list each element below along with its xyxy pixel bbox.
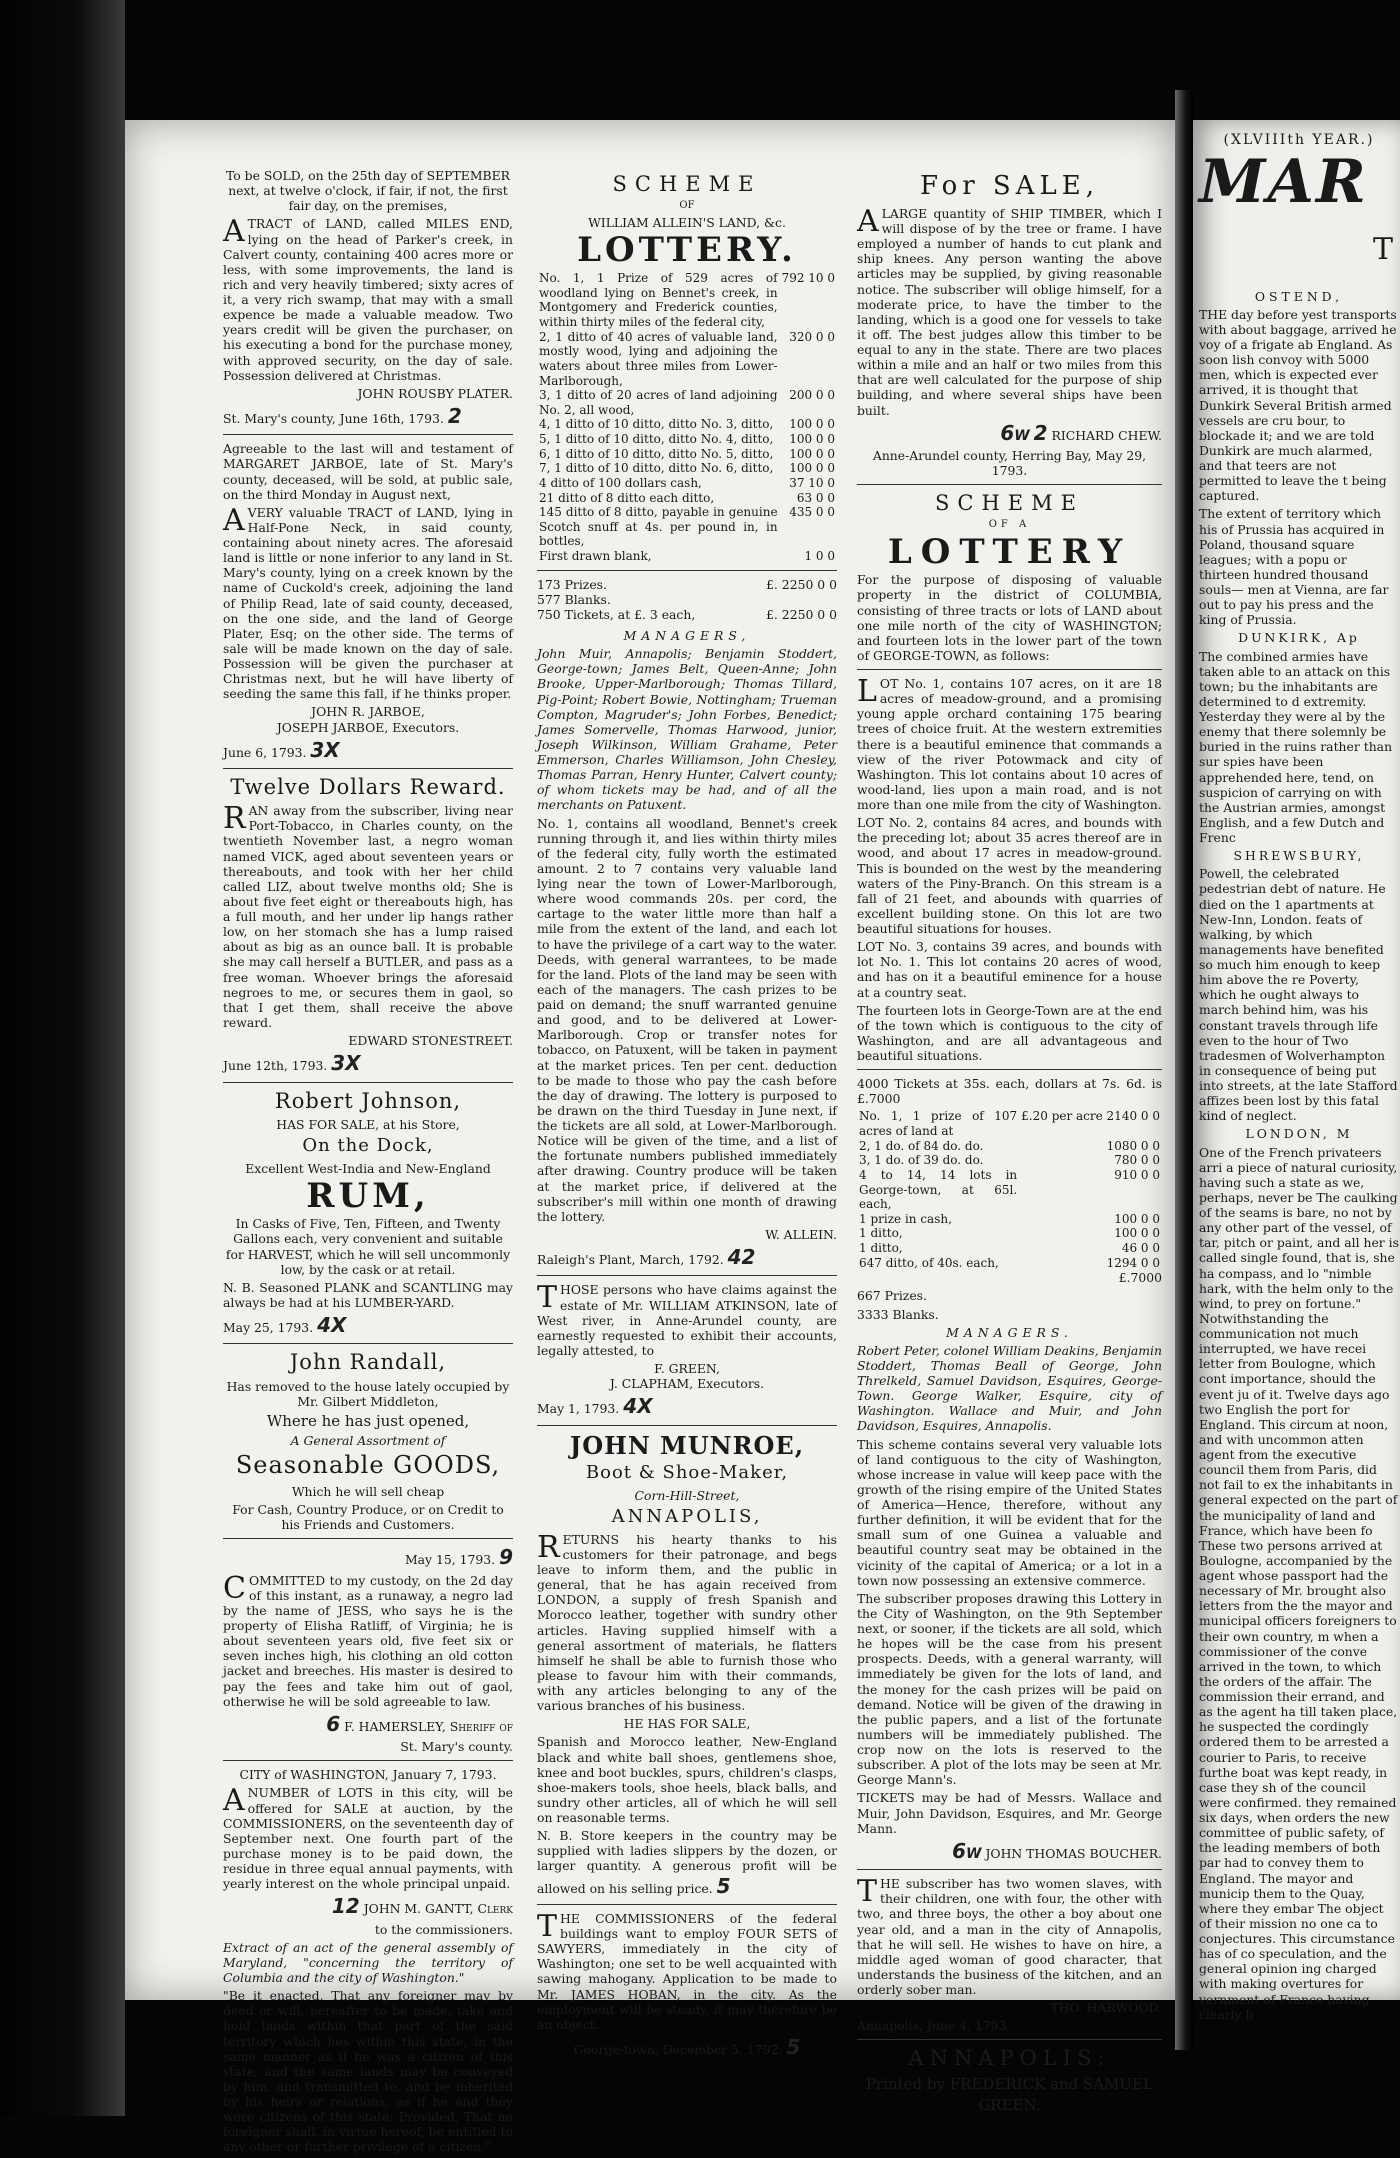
managers-list: Robert Peter, colonel William Deakins, Benjamin Stoddert, Thomas Beall of George, John Threlkeld, Samuel Davidson, Esquires, George-Town. George Walker, Esquire, city of Washington. Wallace and Muir, and John Davidson, Esquires, Annapolis.	[857, 1342, 1162, 1434]
prize-amount: 100 0 0	[1114, 1226, 1160, 1241]
managers-heading: MANAGERS,	[623, 628, 751, 644]
ad-signer: EDWARD STONESTREET.	[348, 1033, 513, 1049]
ad-committed	[223, 1545, 513, 1754]
ad-intro: To be SOLD, on the 25th day of SEPTEMBER next, at twelve o'clock, if fair, if not, the first fair day, on the premises,	[225, 168, 510, 214]
lot-description: LOT No. 1, contains 107 acres, on it are 18 acres of meadow-ground, and a promising young apple orchard containing 175 bearing trees of choice fruit. At the western extremities there is a beautiful eminence that commands a view of the river Potowmack and city of Washington. This lot contains about 10 acres of wood-land, lies upon a main road, and is not more than one mile from the city of Washington.	[857, 674, 1162, 813]
dateline: DUNKIRK, Ap	[1238, 630, 1360, 646]
ad-extract: Extract of an act of the general assembly of Maryland, "concerning the territory of Columbia and the city of Washington."	[223, 1939, 513, 1986]
ad-body: In Casks of Five, Ten, Fifteen, and Twenty Gallons each, very convenient and suitable for HARVEST, which he will sell uncommonly low, by the cask or at retail.	[225, 1216, 511, 1277]
prize-row	[857, 1139, 1162, 1154]
ad-enacted: "Be it enacted, That any foreigner may by deed or will, hereafter to be made, take and hold lands within that part of the said territory which lies within this state, in the same manner as if he was a citizen of this state; and the same lands may be conveyed by him, and transmitted to, and be inherited by his heirs or relations, as if he and they were citizens of this state: Provided, That no foreigner shall, in virtue hereof, be entitled to any other or further privilege of a citizen."	[223, 1988, 513, 2155]
scheme-of: OF A	[988, 519, 1031, 531]
column-2	[537, 168, 837, 2062]
prize-amount: 200 0 0	[789, 388, 835, 403]
ad-line: Which he will sell cheap	[291, 1483, 445, 1499]
prize-desc: 1 ditto,	[859, 1241, 903, 1256]
article: Powell, the celebrated pedestrian debt of nature. He died on the 1 apartments at New-Inn, London. feats of walking, by which managements have benefited so much him enough to keep him above the re Poverty, which he ought always to march behind him, was his constant travels through life even to the hour of Two tradesmen of Wolverhampton in consequence of being put into streets, at the late Stafford affizes been lost by this fatal kind of neglect.	[1199, 866, 1398, 1124]
handwritten-mark: 12	[331, 1894, 360, 1919]
lot-description: LOT No. 3, contains 39 acres, and bounds with lot No. 1. This lot contains 20 acres of wood, and has on it a beautiful eminence for a house at a country seat.	[857, 939, 1162, 1000]
ad-line: Where he has just opened,	[266, 1411, 470, 1430]
prize-amount: 1294 0 0	[1106, 1255, 1160, 1270]
prize-desc: 21 ditto of 8 ditto each ditto,	[539, 490, 715, 505]
ad-line: Excellent West-India and New-England	[245, 1160, 491, 1176]
ad-product: Seasonable GOODS,	[235, 1451, 501, 1480]
prize-total: £.7000	[1118, 1270, 1162, 1286]
ad-body: AVERY valuable TRACT of LAND, lying in Half-Pone Neck, in said county, containing about ninety acres. The aforesaid land is little or none inferior to any land in St. Mary's county, lying on a creek known by the name of Cuckold's creek, adjoining the land of Philip Read, late of said county, deceased, on the one side, and the land of George Plater, Esq; on the other side. The terms of sale will be made known on the day of sale. Possession will be given the purchaser at Christmas next, but he will have liberty of seeding the same this fall, if he thinks proper.	[223, 502, 513, 702]
prize-row	[537, 330, 837, 389]
total-row: 750 Tickets, at £. 3 each, £. 2250 0 0	[537, 606, 837, 622]
handwritten-mark: 9	[499, 1545, 513, 1570]
prize-desc: 2, 1 do. of 84 do. do.	[859, 1138, 984, 1153]
divider	[857, 669, 1162, 670]
ad-line: HAS FOR SALE, at his Store,	[276, 1116, 460, 1132]
managers-list: John Muir, Annapolis; Benjamin Stoddert, George-town; James Belt, Queen-Anne; John Brooke, Upper-Marlborough; Thomas Tillard, Pig-Point; Robert Bowie, Nottingham; Trueman Compton, Magruder's; John Forbes, Benedict; James Somervelle, Thomas Harwood, junior, Joseph Wilkinson, William Grahame, Peter Emmerson, Charles Williamson, John Chesley, Thomas Parran, Henry Hunter, Calvert county; of whom tickets may be had, and of all the merchants on Patuxent.	[537, 646, 837, 813]
prize-desc: 7, 1 ditto of 10 ditto, ditto No. 6, ditto,	[539, 461, 774, 476]
lottery-body: No. 1, contains all woodland, Bennet's creek running through it, and lies within thirty miles of the federal city, fully worth the estimated amount. 2 to 7 contains very valuable land lying near the town of Lower-Marlborough, where wood commands 20s. per cord, the cartage to the water little more than half a mile from the extent of the land, and each lot to have the privilege of a cart way to the water. Deeds, with general warrantees, to be made for the land. Plots of the land may be seen with each of the managers. The cash prizes to be paid on demand; the snuff warranted genuine and good, and to be delivered at Lower-Marlborough. Crop or transfer notes for tobacco, on Patuxent, will be taken in payment at the market prices. Ten per cent. deduction to be made to those who pay the cash before the day of drawing. The lottery is purposed to be drawn on the third Tuesday in June next, if the tickets are all sold, at Lower-Marlborough. Notice will be given of the time, and a list of the fortunate numbers published immediately after drawing. Country produce will be taken at the market price, if delivered at the subscriber's mill within one month of drawing the lottery.	[537, 815, 837, 1224]
next-page-partial	[1193, 120, 1400, 2022]
ad-signer: THO. HARWOOD.	[1050, 2000, 1162, 2016]
ad-miles-end	[223, 168, 513, 428]
book-gutter	[0, 0, 125, 2116]
total-row: 3333 Blanks.	[857, 1306, 939, 1322]
handwritten-mark: 3X	[310, 737, 340, 762]
prize-amount: 63 0 0	[796, 490, 835, 505]
ad-note: N. B. Seasoned PLANK and SCANTLING may always be had at his LUMBER-YARD.	[223, 1279, 513, 1310]
ad-date: June 12th, 1793. 3X	[223, 1051, 361, 1076]
dateline: OSTEND,	[1254, 288, 1344, 304]
scheme-of: OF	[679, 200, 695, 212]
prize-amount: 37 10 0	[789, 475, 835, 490]
handwritten-mark: 42	[727, 1245, 756, 1270]
handwritten-mark: 6	[326, 1711, 341, 1736]
handwritten-mark: 6w	[952, 1838, 982, 1863]
divider	[857, 2039, 1162, 2040]
ad-sawyers: THE COMMISSIONERS of the federal buildings want to employ FOUR SETS of SAWYERS, immediately in the city of Washington; one set to be well acquainted with sawing mahogany. Application to be made to Mr. JAMES HOBAN, in the city. As the employment will be steady, it may therefore be an object.	[537, 1908, 837, 2032]
imprint-printer: Printed by FREDERICK and SAMUEL	[865, 2074, 1154, 2093]
ad-signer: 6 F. HAMERSLEY, Sheriff of	[326, 1711, 513, 1736]
prize-amount: 100 0 0	[789, 417, 835, 432]
prize-desc: No. 1, 1 prize of 107 acres of land at	[859, 1109, 1018, 1139]
prize-row	[857, 1241, 1162, 1256]
ad-signer: F. GREEN, J. CLAPHAM, Executors.	[609, 1361, 765, 1392]
munroe-trade: Boot & Shoe-Maker,	[585, 1462, 789, 1484]
ad-harwood: THE subscriber has two women slaves, with their children, one with four, the other with two, and three boys, the other a boy about one year old, and a man in the city of Annapolis, that he will sell. He wishes to have on hire, a middle aged woman of good character, that understands the business of the kitchen, and an orderly sober man.	[857, 1874, 1162, 1998]
prize-desc: 3, 1 do. of 39 do. do.	[859, 1153, 984, 1168]
prize-desc: 4, 1 ditto of 10 ditto, ditto No. 3, ditto,	[539, 417, 774, 432]
divider	[857, 1069, 1162, 1070]
ad-reward	[223, 775, 513, 1076]
scheme-subtitle: WILLIAM ALLEIN'S LAND, &c.	[588, 215, 786, 231]
imprint-city: ANNAPOLIS:	[908, 2046, 1111, 2071]
prize-amount: 320 0 0	[789, 329, 835, 344]
divider	[223, 1760, 513, 1761]
ad-body: ANUMBER of LOTS in this city, will be offered for SALE at auction, by the COMMISSIONERS, on the seventeenth day of September next. One fourth part of the purchase money is to be paid down, the residue in three equal annual payments, with yearly interest on the whole principal unpaid.	[223, 1783, 513, 1892]
next-page-column	[1199, 120, 1399, 2025]
ad-product: RUM,	[306, 1175, 430, 1216]
ad-signer: 12 JOHN M. GANTT, Clerk	[331, 1894, 513, 1919]
ad-body: ATRACT of LAND, called MILES END, lying on the head of Parker's creek, in Calvert county, containing 400 acres more or less, with some improvements, the land is rich and very heavily timbered; sixty acres of it, a very rich swamp, that may with a small expence be made a valuable meadow. Two years credit will be given the purchaser, on his executing a bond for the purchase money, with approved security, on the day of sale. Possession delivered at Christmas.	[223, 214, 513, 383]
ad-date: St. Mary's county, June 16th, 1793. 2	[223, 403, 462, 428]
prize-row	[857, 1168, 1162, 1212]
prize-amount: 1080 0 0	[1106, 1138, 1160, 1153]
munroe-city: ANNAPOLIS,	[611, 1506, 763, 1528]
munroe-body: RETURNS his hearty thanks to his customers for their patronage, and begs leave to inform them, and the public in general, that he has again received from LONDON, a supply of fresh Spanish and Morocco leather, together with sundry other articles. Having supplied himself with a general assortment of materials, he flatters himself he shall be able to furnish those who please to favour him with their commands, with any articles belonging to any of the various branches of his business.	[537, 1529, 837, 1714]
prize-row	[537, 505, 837, 549]
ad-signer: JOHN ROUSBY PLATER.	[357, 385, 513, 401]
prize-amount: 100 0 0	[789, 446, 835, 461]
prize-desc: 145 ditto of 8 ditto, payable in genuine Scotch snuff at 4s. per pound in, in bottles,	[539, 505, 778, 549]
munroe-nb: N. B. Store keepers in the country may be supplied with ladies slippers by the dozen, or larger quantity. A generous profit will be allowed on his selling price. 5	[537, 1828, 837, 1898]
divider	[537, 570, 837, 571]
handwritten-mark: 4X	[317, 1313, 347, 1338]
divider	[223, 434, 513, 435]
divider	[223, 768, 513, 769]
ad-line: A General Assortment of	[290, 1433, 446, 1449]
lot-description: LOT No. 2, contains 84 acres, and bounds with the preceding lot; about 35 acres thereof are in wood, and about 17 acres in meadow-ground. This is bounded on the west by the meandering waters of the Piny-Branch. On this stream is a fall of 21 feet, and abounds with quarries of excellent building stone. On this lot are two beautiful situations for houses.	[857, 815, 1162, 937]
prize-desc: 1 ditto,	[859, 1226, 903, 1241]
prize-row	[537, 549, 837, 564]
ad-county: St. Mary's county.	[400, 1739, 513, 1755]
prize-row	[537, 491, 837, 506]
ticket-line: 4000 Tickets at 35s. each, dollars at 7s. 6d. is £.7000	[857, 1076, 1162, 1107]
ad-name: John Randall,	[289, 1350, 447, 1375]
prize-desc: 1 prize in cash,	[859, 1211, 952, 1226]
ad-randall	[223, 1350, 513, 1532]
prize-row	[537, 432, 837, 447]
lottery-heading: LOTTERY.	[577, 230, 797, 271]
scheme-text: The subscriber proposes drawing this Lottery in the City of Washington, on the 9th September next, or sooner, if the tickets are all sold, which he hopes will be the case from his present prospects. Deeds, with a general warranty, will immediately be given for the lots of land, and the money for the cash prizes will be paid on demand. Notice will be given of the drawing in the public papers, and a list of the fortunate numbers will be immediately published. The crop now on the lots is reserved to the subscriber. A plot of the lots may be seen at Mr. George Mann's.	[857, 1590, 1162, 1788]
article: One of the French privateers arri a piece of natural curiosity, having such a state as we, perhaps, never be The caulking of the seams is bare, no not by any other part of the vessel, of tar, pitch or paint, and all her is called single found, that is, she ha compass, and lo "nimble hark, with the helm only to the wind, to prey on fortune." Notwithstanding the communication not much interrupted, we have recei letter from Boulogne, which cont importance, should the event ju of it. Twelve days ago two English the port for England. This circum at noon, and with uncommon atten agent from the executive council them from Paris, did not fail to ex the inhabitants in general expected on the part of the municipality of land and France, which have been fo These two persons arrived at Boulogne, accompanied by the agent whose passport had the necessary of Mr. brought also letters from the the mayor and municipal officers foreigners to their own country, m when a commissioner of the conve arrived in the town, to which the orders of the affair. The commission their errand, and as the agent ha till taken place, he suspected the cordingly ordered them to be arrested a courier to Paris, to receive furthe boat was kept ready, in case they sh of the council were confirmed. they remained six days, when orders the new committee of public safety, of the leading members of both par had to convey them to England. The mayor and municip them to the Quay, where they embar The object of their mission no one ca to conjectures. This circumstance has of co speculation, and the general opinion ing charged with making overtures for vernment of France having clearly b	[1199, 1144, 1399, 2022]
prize-row	[857, 1226, 1162, 1241]
masthead: MAR	[1199, 147, 1368, 218]
divider	[223, 1343, 513, 1344]
handwritten-mark: 4X	[623, 1394, 653, 1419]
ad-line: Has removed to the house lately occupied by Mr. Gilbert Middleton,	[226, 1378, 510, 1409]
prize-amount: 780 0 0	[1114, 1153, 1160, 1168]
prize-amount: 46 0 0	[1121, 1241, 1160, 1256]
ad-signer: 6w JOHN THOMAS BOUCHER.	[952, 1838, 1162, 1863]
prize-row	[857, 1212, 1162, 1227]
prize-amount: 792 10 0	[781, 271, 835, 286]
prize-desc: 2, 1 ditto of 40 acres of valuable land, mostly wood, lying and adjoining the waters about three miles from Lower-Marlborough,	[539, 329, 778, 388]
prize-table	[857, 1109, 1162, 1270]
ad-signer-role: to the commissioners.	[374, 1921, 513, 1937]
ad-date: Annapolis, June 4, 1793.	[857, 2018, 1011, 2034]
ad-line: On the Dock,	[302, 1134, 434, 1156]
total-row: 577 Blanks.	[537, 591, 611, 607]
ad-name: Robert Johnson,	[274, 1088, 462, 1113]
divider	[857, 1869, 1162, 1870]
prize-row	[537, 417, 837, 432]
lot-description: The fourteen lots in George-Town are at the end of the town which is contiguous to the city of Washington, and are all advantageous and beautiful situations.	[857, 1002, 1162, 1064]
column-3	[857, 168, 1162, 2117]
lottery-heading: LOTTERY	[887, 531, 1132, 572]
ad-date: May 15, 1793. 9	[404, 1545, 513, 1570]
prize-amount: 100 0 0	[789, 461, 835, 476]
prize-row	[537, 447, 837, 462]
handwritten-mark: 5	[786, 2034, 801, 2059]
ad-date: George-town, December 5, 1792. 5	[573, 2034, 801, 2059]
ad-atkinson: THOSE persons who have claims against the estate of Mr. WILLIAM ATKINSON, late of West river, in Anne-Arundel county, are earnestly requested to exhibit their accounts, legally attested, to	[537, 1280, 837, 1358]
divider	[537, 1904, 837, 1905]
prize-amount: 910 0 0	[1114, 1167, 1160, 1182]
prize-row	[857, 1256, 1162, 1271]
handwritten-mark: 2	[1033, 420, 1048, 445]
prize-row	[537, 388, 837, 417]
prize-amount: 1 0 0	[804, 549, 835, 564]
ad-date: June 6, 1793. 3X	[223, 737, 340, 762]
divider	[223, 1538, 513, 1539]
handwritten-mark: 5	[716, 1873, 731, 1898]
divider	[537, 1425, 837, 1426]
prize-desc: 4 to 14, 14 lots in George-town, at 65l. each,	[859, 1167, 1018, 1212]
total-row: 173 Prizes. £. 2250 0 0	[537, 576, 837, 592]
book-spine	[1175, 90, 1193, 2050]
prize-amount: 100 0 0	[1114, 1211, 1160, 1226]
divider	[537, 1275, 837, 1276]
prize-row	[857, 1109, 1162, 1138]
dateline: LONDON, M	[1245, 1126, 1353, 1142]
year-line: (XLVIIIth YEAR.)	[1223, 132, 1375, 148]
prize-desc: No. 1, 1 Prize of 529 acres of woodland lying on Bennet's creek, in Montgomery and Frederick counties, within thirty miles of the federal city,	[539, 271, 778, 330]
handwritten-mark: 6w	[1000, 420, 1030, 445]
ad-washington-lots	[223, 1767, 513, 2154]
scheme-heading: SCHEME	[935, 491, 1084, 516]
ad-date: Anne-Arundel county, Herring Bay, May 29, 1793.	[872, 448, 1147, 479]
handwritten-mark: 2	[447, 403, 462, 428]
article: The extent of territory which his of Prussia has acquired in Poland, thousand square leagues; with a popu or thirteen hundred thousand souls— men at Vienna, are far out to pay his press and the king of Prussia.	[1199, 506, 1389, 628]
ad-dateline: CITY of WASHINGTON, January 7, 1793.	[239, 1767, 497, 1783]
ad-date: May 25, 1793. 4X	[223, 1313, 347, 1338]
munroe-name: JOHN MUNROE,	[569, 1430, 805, 1460]
prize-amount: 435 0 0	[789, 505, 835, 520]
prize-desc: 3, 1 ditto of 20 acres of land adjoining No. 2, all wood,	[539, 388, 778, 417]
dateline: SHREWSBURY,	[1233, 848, 1365, 864]
ad-body: COMMITTED to my custody, on the 2d day of this instant, as a runaway, a negro lad by the name of JESS, who says he is the property of Elisha Ratliff, of Virginia; he is about seventeen years old, five feet six or seven inches high, his clothing an old cotton jacket and breeches. His master is desired to pay the fees and take him out of gaol, otherwise he will be sold agreeable to law.	[223, 1570, 513, 1709]
masthead-letter: T	[1372, 232, 1393, 268]
prize-row	[537, 476, 837, 491]
ad-line: For Cash, Country Produce, or on Credit to his Friends and Customers.	[232, 1502, 504, 1533]
ad-signer: W. ALLEIN.	[765, 1226, 837, 1242]
handwritten-mark: 3X	[331, 1051, 361, 1076]
newspaper-page	[125, 120, 1175, 2155]
divider	[223, 1082, 513, 1083]
prize-desc: 6, 1 ditto of 10 ditto, ditto No. 5, ditto,	[539, 446, 774, 461]
munroe-sale: HE HAS FOR SALE,	[623, 1716, 751, 1732]
ad-jarboe	[223, 441, 513, 762]
ad-johnson	[223, 1089, 513, 1338]
scheme-text: This scheme contains several very valuable lots of land contiguous to the city of Washington, whose increase in value will keep pace with the growth of the rising empire of the United States of America—Hence, therefore, without any further definition, it will be evident that for the small sum of one Guinea a valuable and beautiful country seat may be obtained in the vicinity of the capital of America; or a lot in a town now possessing an extensive commerce.	[857, 1436, 1162, 1588]
ad-date: May 1, 1793. 4X	[537, 1394, 653, 1419]
munroe-goods: Spanish and Morocco leather, New-England black and white ball shoes, gentlemens shoe, knee and boot buckles, spurs, children's clasps, shoe-makers tools, shoe heels, black balls, and sundry other articles, all of which he will sell on reasonable terms.	[537, 1734, 838, 1826]
prize-desc: 5, 1 ditto of 10 ditto, ditto No. 4, ditto,	[539, 432, 774, 447]
scheme-heading: SCHEME	[612, 172, 762, 196]
ad-title: For SALE,	[919, 171, 1100, 201]
lottery-purpose: For the purpose of disposing of valuable property in the district of COLUMBIA, consisting of three tracts or lots of LAND about one mile north of the city of WASHINGTON; and fourteen lots in the lower part of the town of GEORGE-TOWN, as follows:	[857, 572, 1162, 663]
ad-intro: Agreeable to the last will and testament of MARGARET JARBOE, late of St. Mary's county, deceased, will be sold, at public sale, on the third Monday in August next,	[223, 441, 513, 502]
ad-body: ALARGE quantity of SHIP TIMBER, which I will dispose of by the tree or frame. I have employed a number of hands to cut plank and ship knees. Any person wanting the above articles may be supplied, by giving reasonable notice. The subscriber will oblige himself, for a moderate price, to have the timber to the landing, which is a good one for vessels to take it off. The best judges allow this timber to be equal to any in the state. There are two places within a mile and an half or two miles from this that are well calculated for the purpose of ship building, and where several ships have been built.	[857, 203, 1162, 418]
prize-desc: 647 ditto, of 40s. each,	[859, 1255, 999, 1270]
munroe-street: Corn-Hill-Street,	[634, 1487, 740, 1503]
article: THE day before yest transports with about baggage, arrived he voy of a frigate ab England. As soon lish convoy with 5000 men, which is expected ever arrived, it is thought that Dunkirk Several British armed vessels are cru bour, to blockade it; and we are told Dunkirk are much alarmed, and that teers are not permitted to leave the t being captured.	[1199, 306, 1397, 504]
prize-desc: 4 ditto of 100 dollars cash,	[539, 475, 702, 490]
ad-body: RAN away from the subscriber, living near Port-Tobacco, in Charles county, on the twentieth November last, a negro woman named VICK, aged about seventeen years or thereabouts, and took with her her child called LIZ, about twelve months old; She is about five feet eight or thereabouts high, has a full mouth, and her under lip hangs rather low, on her stomach she has a lump raised about as big as an ounce ball. It is probable she may call herself a BUTLER, and pass as a free woman. Whoever brings the aforesaid negroes to me, or secures them in gaol, so that I get them, shall receive the above reward.	[223, 801, 513, 1030]
prize-amount: 100 0 0	[789, 432, 835, 447]
divider	[857, 484, 1162, 485]
tickets-note: TICKETS may be had of Messrs. Wallace and Muir, John Davidson, Esquires, and Mr. George Mann.	[857, 1790, 1162, 1836]
prize-table	[537, 271, 837, 564]
prize-row	[857, 1153, 1162, 1168]
prize-desc: First drawn blank,	[539, 549, 652, 564]
total-row: 667 Prizes.	[857, 1288, 927, 1304]
prize-row	[537, 271, 837, 330]
ad-signer: JOHN R. JARBOE, JOSEPH JARBOE, Executors.	[276, 704, 460, 735]
prize-amount: £.20 per acre 2140 0 0	[1021, 1109, 1160, 1124]
ad-signer: 6w 2 RICHARD CHEW.	[1000, 420, 1162, 445]
prize-row	[537, 461, 837, 476]
managers-heading: MANAGERS.	[946, 1324, 1073, 1340]
ad-date: Raleigh's Plant, March, 1792. 42	[537, 1245, 756, 1270]
imprint-printer-name: GREEN.	[978, 2095, 1041, 2114]
column-1	[223, 168, 513, 2158]
article: The combined armies have taken able to an attack on this town; bu the inhabitants are determined to d extremity. Yesterday they were al by the enemy that there solemnly be buried in the ruins rather than sur spies have been apprehended here, tend, on suspicion of carrying on with the Austrian armies, amongst English, and a few Dutch and Frenc	[1199, 648, 1393, 846]
ad-title: Twelve Dollars Reward.	[230, 775, 506, 800]
